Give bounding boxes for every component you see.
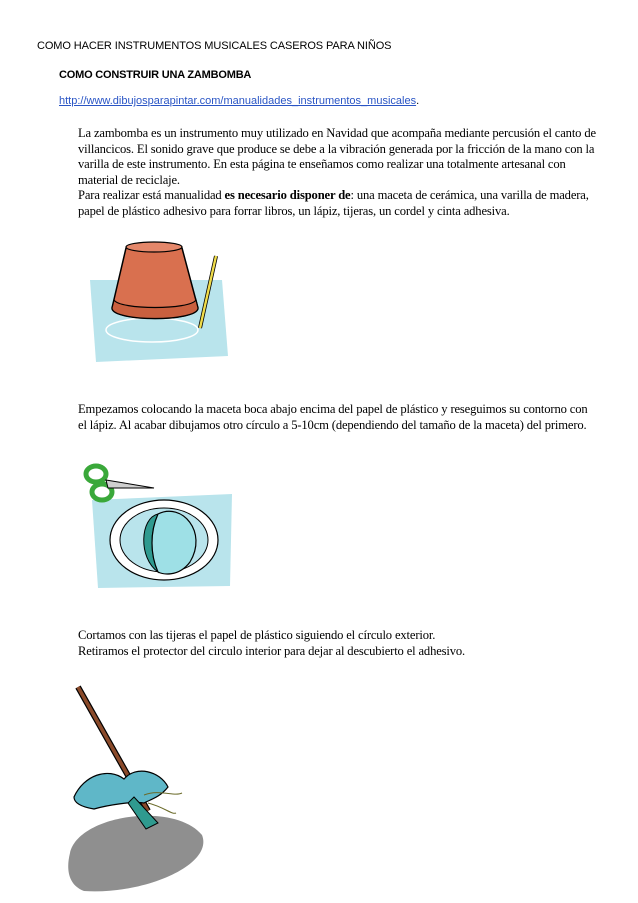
cutting-plastic-illustration [78,462,238,592]
stick-wrap-illustration [64,685,214,897]
step2-line2: Retiramos el protector del circulo interior para dejar al descubierto el adhesivo. [78,643,466,658]
step1-text: Empezamos colocando la maceta boca abajo encima del papel de plástico y reseguimos su contorno con el lápiz. Al acabar dibujamos otro círculo a 5-10cm (dependiendo del tamaño de la maceta) del primero. [78,402,588,432]
source-line [59,95,419,107]
step1-paragraph [78,402,598,433]
source-link[interactable]: http://www.dibujosparapintar.com/manualidades_instrumentos_musicales [59,95,417,107]
section-title: COMO CONSTRUIR UNA ZAMBOMBA [59,69,252,81]
pot-on-plastic-illustration [90,238,230,368]
step2-line1: Cortamos con las tijeras el papel de plástico siguiendo el círculo exterior. [78,628,436,642]
source-trailing: . [416,95,420,107]
materials-bold: es necesario disponer de [224,188,351,203]
step2-paragraph [78,628,598,659]
page-title: COMO HACER INSTRUMENTOS MUSICALES CASEROS PARA NIÑOS [37,40,392,52]
pot-base [126,242,182,252]
materials-list: : una maceta de cerámica, una varilla de madera, papel de plástico adhesivo para forrar libros, un lápiz, tijeras, un cordel y cinta adhesiva. [78,188,589,218]
materials-line [78,188,598,219]
scissors-icon [106,480,154,488]
materials-prefix: Para realizar está manualidad [78,188,225,203]
intro-text: La zambomba es un instrumento muy utilizado en Navidad que acompaña mediante percusión el canto de villancicos. El sonido grave que produce se debe a la vibración generada por la fricción de la mano con la varilla de este instrumento. En esta página te enseñamos como realizar una totalmente artesanal con material de reciclaje. [78,126,596,187]
plastic-wrap [74,771,168,809]
scissors-handle-top [86,466,106,482]
shadow-shape [68,816,203,892]
intro-paragraph [78,126,598,220]
